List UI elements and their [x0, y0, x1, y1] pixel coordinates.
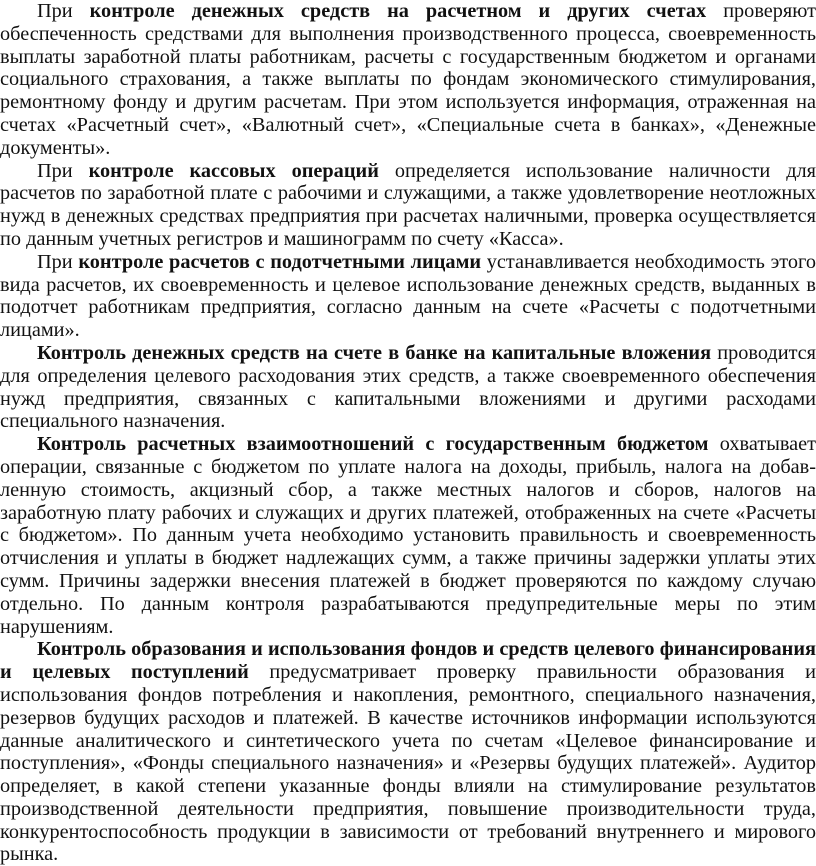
paragraph-body: проверяют обеспеченность средствами для выполнения производственного процесса, своевременность выплаты заработной платы работникам, расчеты с государственным бюджетом и органами социального страхования, а также выплаты по фондам экономического стимулирования, ремонтному фонду и другим расчетам. При этом используется информация, отраженная на счетах «Расчетный счет», «Валютный счет», «Специальные счета в банках», «Денежные документы».: [0, 0, 816, 159]
paragraph-body: устанавливается необходимость этого вида расчетов, их своевременность и целевое использование денежных средств, выданных в подотчет работникам предприятия, согласно данным на счете «Расчеты с подотчетными лицами».: [0, 250, 816, 342]
paragraph-lead: При: [37, 159, 89, 182]
paragraph-body: охватывает операции, связанные с бюджетом по уплате налога на доходы, прибыль, налога на добавленную стоимость, акцизный сбор, а также местных налогов и сборов, налогов на заработную плату рабочих и служащих и других платежей, отображенных на счете «Расчеты с бюджетом». По данным учета необходимо установить правильность и своевременность отчисления и уплаты в бюджет надлежащих сумм, а также причины задержки уплаты этих сумм. Причины задержки внесения платежей в бюджет проверяются по каждому случаю отдельно. По данным контроля разрабатываются предупредительные меры по этим нарушениям.: [0, 433, 816, 638]
paragraph-heading: контроле денежных средств на расчетном и других счетах: [89, 0, 707, 22]
paragraph-heading: Контроль денежных средств на счете в банке на капитальные вложения: [37, 341, 712, 364]
paragraph-heading: контроле кассовых операций: [88, 159, 379, 182]
paragraph-body: определяется использование наличности для расчетов по заработной плате с рабочими и служащими, а также удовлетворение неотложных нужд в денежных средствах предприятия при расчетах наличными, проверка осуществляется по данным учетных регистров и машинограмм по счету «Касса».: [0, 159, 816, 250]
paragraph-capital-investments: [0, 342, 816, 433]
paragraph-accountable-persons: [0, 251, 816, 342]
paragraph-target-funds: [0, 638, 816, 866]
paragraph-heading: контроле расчетов с подотчетными лицами: [78, 250, 482, 273]
paragraph-heading: Контроль расчетных взаимоотношений с государственным бюджетом: [37, 433, 709, 456]
paragraph-body: предусматривает проверку правильности образования и использования фондов потребления и накопления, ремонтного, специального назначения, резервов будущих расходов и платежей. В качестве источников информации используются данные аналитического и синтетического учета по счетам «Целевое финансирование и поступления», «Фонды специального назначения» и «Резервы будущих платежей». Аудитор определяет, в какой степени указанные фонды влияли на стимулирование результатов производственной деятельности предприятия, повышение производительности труда, конкурентоспособность продукции в зависимости от требований внутреннего и мирового рынка.: [0, 661, 816, 866]
paragraph-state-budget: [0, 433, 816, 638]
paragraph-lead: При: [37, 0, 90, 22]
paragraph-cash-accounts: [0, 0, 816, 160]
paragraph-cash-operations: [0, 160, 816, 251]
paragraph-lead: При: [37, 250, 79, 273]
paragraph-body: проводится для определения целевого расходования этих средств, а также своевременного обеспечения нужд предприятия, связанных с капитальными вложениями и другими расходами специального назначения.: [0, 341, 816, 433]
paragraph-heading: Контроль образования и использования фондов и средств целевого финансирования и целевых поступлений: [0, 638, 816, 684]
